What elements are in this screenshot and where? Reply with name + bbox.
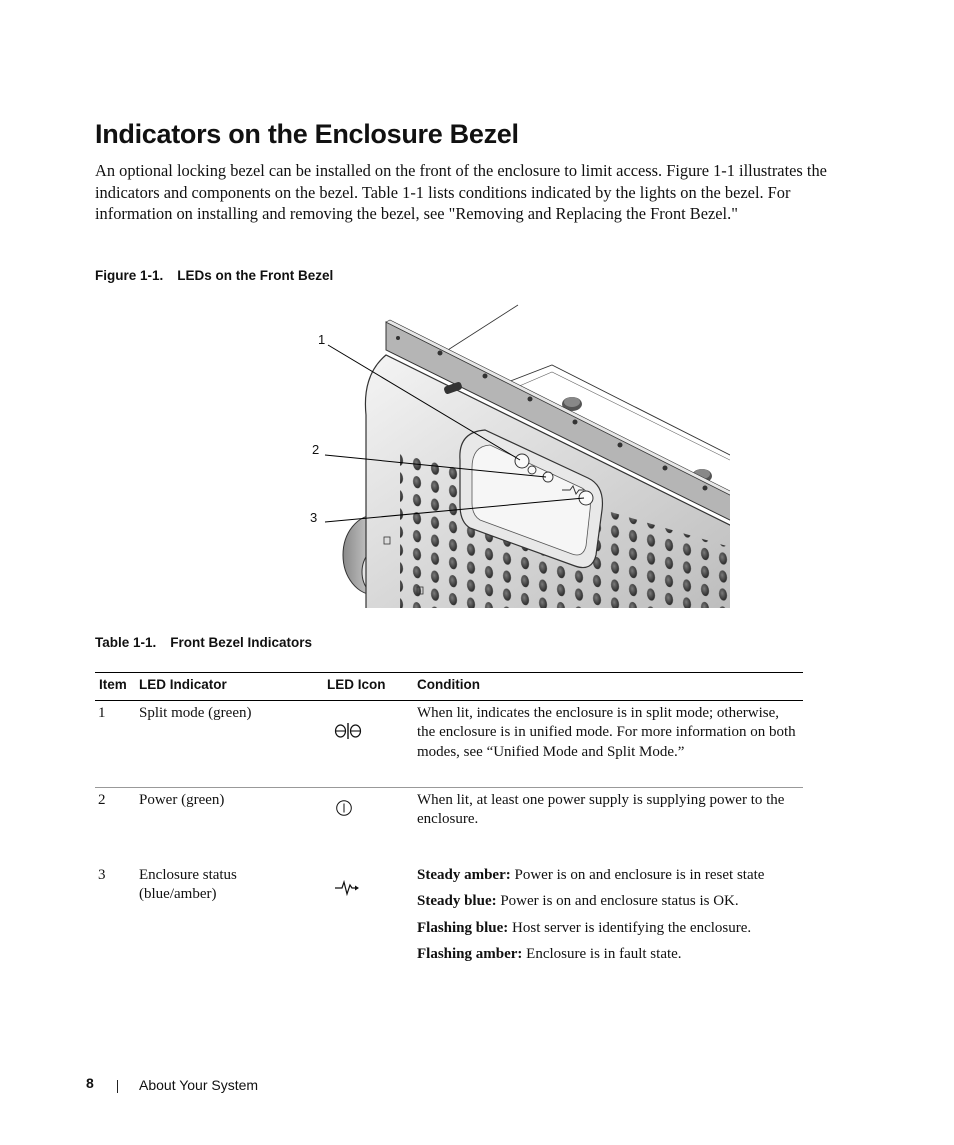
row-divider: [95, 787, 803, 788]
condition-flashing-amber: Flashing amber: Enclosure is in fault state.: [417, 946, 682, 962]
row-item: 2: [98, 792, 106, 808]
condition-steady-amber: Steady amber: Power is on and enclosure is in reset state: [417, 867, 765, 883]
callout-3: 3: [310, 510, 318, 525]
page-title: Indicators on the Enclosure Bezel: [95, 119, 519, 149]
row-condition: When lit, at least one power supply is supplying power to the enclosure.: [417, 792, 785, 828]
bezel-figure: [300, 300, 740, 612]
row-condition: When lit, indicates the enclosure is in split mode; otherwise, the enclosure is in unified mode. For more information on both modes, see “Unified Mode and Split Mode.”: [417, 705, 796, 760]
table-title: Front Bezel Indicators: [170, 635, 313, 650]
row-indicator: Split mode (green): [139, 705, 252, 721]
footer-section-title: About Your System: [139, 1077, 259, 1093]
figure-caption: [95, 268, 333, 283]
row-indicator-line2: (blue/amber): [139, 886, 217, 902]
power-icon: [335, 799, 353, 817]
row-indicator: Power (green): [139, 792, 225, 808]
header-item: Item: [99, 677, 127, 692]
row-indicator-line1: Enclosure status: [139, 867, 237, 883]
row-item: 1: [98, 705, 106, 721]
callout-1: 1: [318, 332, 326, 347]
header-condition: Condition: [417, 677, 480, 692]
page-number: 8: [86, 1075, 94, 1091]
condition-steady-blue: Steady blue: Power is on and enclosure status is OK.: [417, 893, 739, 909]
status-heartbeat-icon: [334, 878, 360, 896]
header-led-icon: LED Icon: [327, 677, 386, 692]
condition-flashing-blue: Flashing blue: Host server is identifying the enclosure.: [417, 920, 752, 936]
header-led-indicator: LED Indicator: [139, 677, 227, 692]
table-top-rule: [95, 672, 803, 673]
table-header-rule: [95, 700, 803, 701]
split-mode-icon: [334, 722, 362, 740]
figure-label: Figure 1-1.: [95, 268, 164, 283]
bezel-illustration: [300, 300, 740, 612]
footer-divider: [117, 1080, 118, 1093]
figure-title: LEDs on the Front Bezel: [177, 268, 334, 283]
callout-2: 2: [312, 442, 320, 457]
intro-paragraph: An optional locking bezel can be installed on the front of the enclosure to limit access. Figure 1-1 illustrates the indicators and components on the bezel. Table 1-1 lists conditions indicated by the lights on the bezel. For information on installing and removing the bezel, see "Removing and Replacing the Front Bezel.": [95, 161, 827, 223]
table-caption: [95, 635, 312, 650]
row-item: 3: [98, 867, 106, 883]
table-label: Table 1-1.: [95, 635, 157, 650]
